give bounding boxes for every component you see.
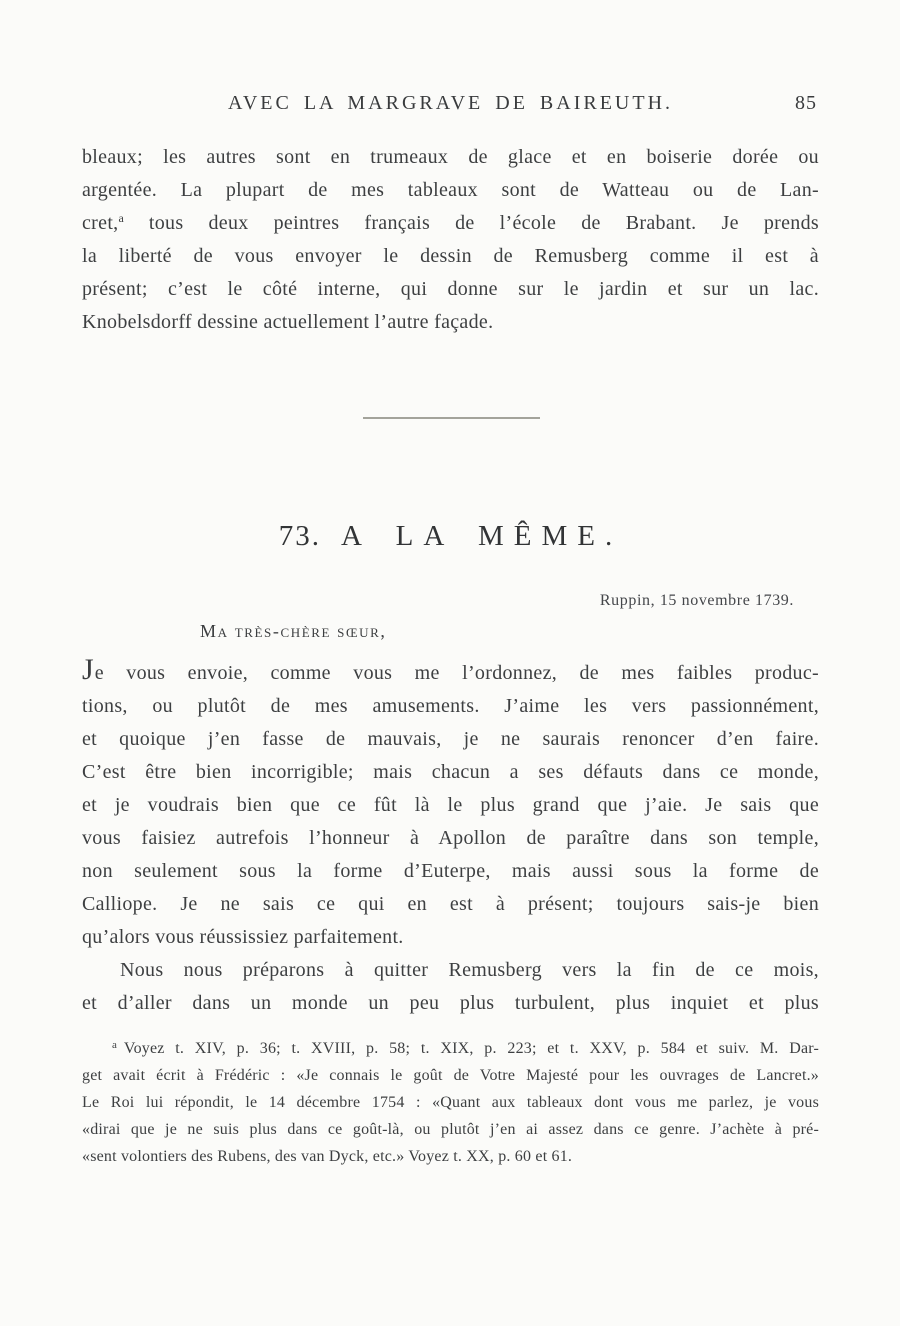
- text-line: C’est être bien incorrigible; mais chacun a ses défauts dans ce monde,: [82, 761, 819, 783]
- text-line: non seulement sous la forme d’Euterpe, mais aussi sous la forme de: [82, 860, 819, 882]
- text-line: bleaux; les autres sont en trumeaux de glace et en boiserie dorée ou: [82, 146, 819, 168]
- footnote-block: [82, 1035, 819, 1170]
- text-segment: cret,: [82, 212, 119, 234]
- text-line: et d’aller dans un monde un peu plus turbulent, plus inquiet et plus: [82, 992, 819, 1014]
- letter-number: 73.: [278, 520, 322, 552]
- section-divider-rule: [363, 417, 540, 419]
- letter-heading: [82, 520, 819, 553]
- text-segment: Voyez t. XIV, p. 36; t. XVIII, p. 58; t. XIX, p. 223; et t. XXV, p. 584 et suiv. M. Dar-: [123, 1040, 819, 1057]
- text-line: argentée. La plupart de mes tableaux sont de Watteau ou de Lan-: [82, 179, 819, 201]
- letter-dateline: Ruppin, 15 novembre 1739.: [599, 592, 794, 609]
- letter-salutation: Ma très-chère sœur,: [200, 621, 387, 641]
- footnote-line-with-marker: [82, 1035, 819, 1062]
- footnote-marker: a: [112, 1039, 117, 1051]
- text-line: tions, ou plutôt de mes amusements. J’aime les vers passionnément,: [82, 695, 819, 717]
- letter-body: [82, 653, 819, 1020]
- text-line: Calliope. Je ne sais ce qui en est à présent; toujours sais-je bien: [82, 893, 819, 915]
- page-number: 85: [795, 92, 817, 114]
- text-line: présent; c’est le côté interne, qui donne sur le jardin et sur un lac.: [82, 278, 819, 300]
- text-line: vous faisiez autrefois l’honneur à Apollon de paraître dans son temple,: [82, 827, 819, 849]
- letter-title: A LA MÊME.: [341, 520, 623, 552]
- footnote-line: «sent volontiers des Rubens, des van Dyck, etc.» Voyez t. XX, p. 60 et 61.: [82, 1148, 573, 1165]
- text-line: et quoique j’en fasse de mauvais, je ne saurais renoncer d’en faire.: [82, 728, 819, 750]
- text-line-with-footnote-marker: [82, 207, 819, 240]
- initial-capital: J: [82, 653, 95, 686]
- text-line: Nous nous préparons à quitter Remusberg vers la fin de ce mois,: [120, 959, 819, 981]
- running-header: [82, 92, 819, 120]
- text-line-with-initial: [82, 653, 819, 690]
- footnote-reference-marker: a: [118, 211, 124, 225]
- text-line: et je voudrais bien que ce fût là le plus grand que j’aie. Je sais que: [82, 794, 819, 816]
- text-segment: tous deux peintres français de l’école de Brabant. Je prends: [123, 212, 819, 234]
- footnote-line: Le Roi lui répondit, le 14 décembre 1754 : «Quant aux tableaux dont vous me parlez, je vous: [82, 1094, 819, 1111]
- footnote-line: «dirai que je ne suis plus dans ce goût-là, ou plutôt j’en ai assez dans ce genre. J’achète à pré-: [82, 1121, 819, 1138]
- text-line: la liberté de vous envoyer le dessin de Remusberg comme il est à: [82, 245, 819, 267]
- text-line: qu’alors vous réussissiez parfaitement.: [82, 926, 404, 948]
- footnote-line: get avait écrit à Frédéric : «Je connais le goût de Votre Majesté pour les ouvrages de Lancret.»: [82, 1067, 819, 1084]
- running-header-title: AVEC LA MARGRAVE DE BAIREUTH.: [227, 92, 674, 114]
- text-segment: e vous envoie, comme vous me l’ordonnez, de mes faibles produc-: [94, 662, 819, 684]
- paragraph-continuation: [82, 141, 819, 339]
- text-line: Knobelsdorff dessine actuellement l’autre façade.: [82, 311, 494, 333]
